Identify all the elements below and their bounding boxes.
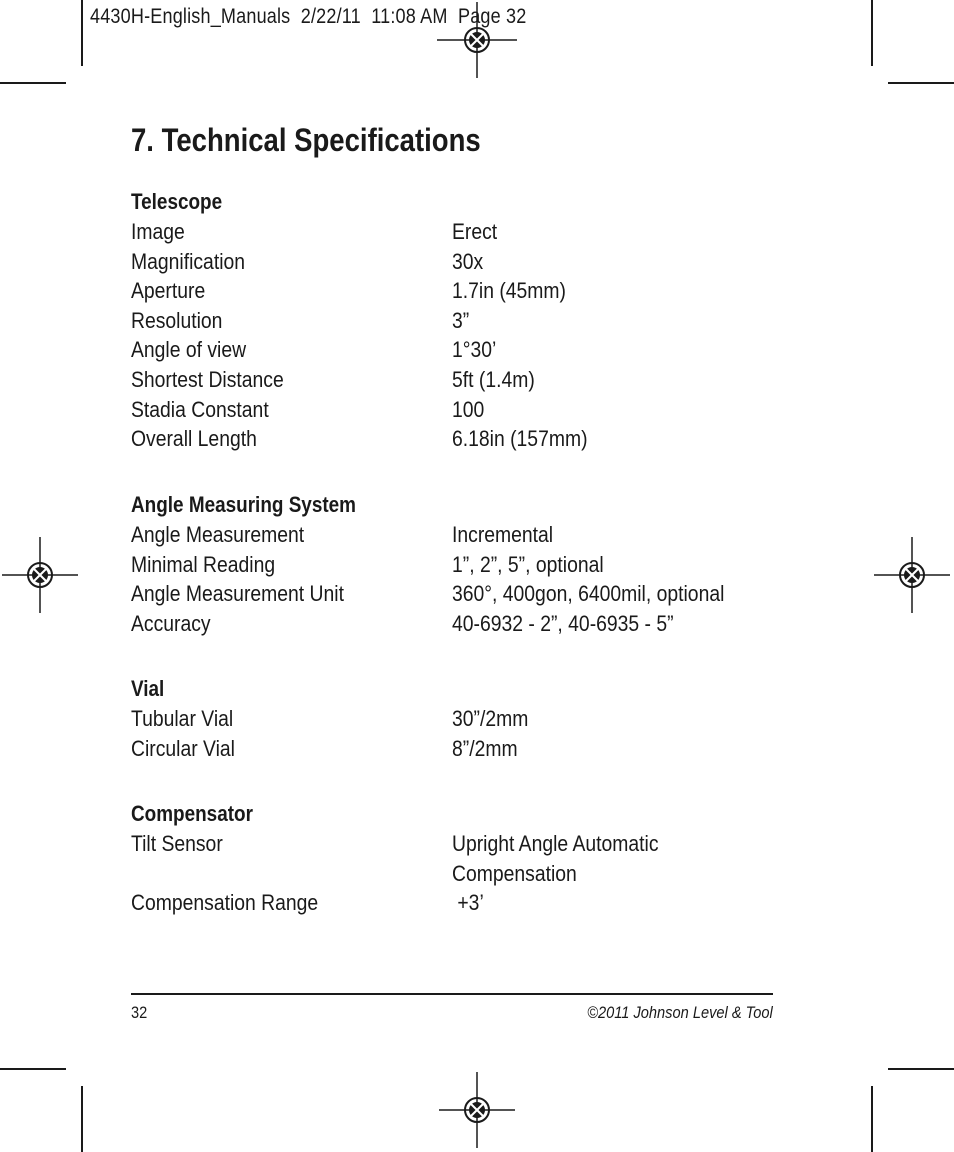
spec-row <box>131 424 791 454</box>
spec-label: Minimal Reading <box>131 551 276 577</box>
registration-mark-right-icon <box>872 535 952 615</box>
spec-row <box>131 395 791 425</box>
registration-mark-bottom-icon <box>437 1070 517 1150</box>
spec-row <box>131 829 791 888</box>
crop-mark-bottom-right-horizontal <box>888 1068 954 1070</box>
registration-mark-top-icon <box>437 0 517 80</box>
section-compensator <box>131 799 791 918</box>
spec-row <box>131 306 791 336</box>
copyright-notice: ©2011 Johnson Level & Tool <box>587 1003 773 1022</box>
crop-mark-bottom-right-vertical <box>871 1086 873 1152</box>
crop-mark-top-left-vertical <box>81 0 83 66</box>
section-heading: Telescope <box>131 189 223 214</box>
spec-row <box>131 579 791 609</box>
section-vial <box>131 674 791 763</box>
spec-value: 1°30’ <box>452 337 497 363</box>
registration-mark-left-icon <box>0 535 80 615</box>
spec-value: 8”/2mm <box>452 735 518 761</box>
spec-row <box>131 734 791 764</box>
spec-label: Stadia Constant <box>131 396 269 422</box>
crop-mark-bottom-left-vertical <box>81 1086 83 1152</box>
spec-value: 1”, 2”, 5”, optional <box>452 551 604 577</box>
spec-row <box>131 520 791 550</box>
spec-value: 3” <box>452 307 470 333</box>
section-heading: Angle Measuring System <box>131 492 357 517</box>
spec-label: Angle Measurement Unit <box>131 581 344 607</box>
spec-label: Overall Length <box>131 426 257 452</box>
spec-row <box>131 217 791 247</box>
spec-label: Tubular Vial <box>131 706 234 731</box>
spec-row <box>131 609 791 639</box>
crop-mark-top-left-horizontal <box>0 82 66 84</box>
spec-value: 360°, 400gon, 6400mil, optional <box>452 581 725 607</box>
spec-label: Tilt Sensor <box>131 831 223 856</box>
section-telescope <box>131 187 791 454</box>
spec-value: +3’ <box>452 890 484 916</box>
page-title: 7. Technical Specifications <box>131 122 481 158</box>
spec-label: Resolution <box>131 307 223 333</box>
spec-label: Shortest Distance <box>131 366 284 392</box>
spec-row <box>131 888 791 918</box>
spec-label: Aperture <box>131 278 206 304</box>
spec-label: Circular Vial <box>131 735 235 761</box>
spec-row <box>131 247 791 277</box>
spec-value: 30x <box>452 248 484 274</box>
spec-value: 5ft (1.4m) <box>452 366 535 392</box>
spec-label: Accuracy <box>131 610 211 636</box>
page-number: 32 <box>131 1003 148 1022</box>
crop-mark-top-right-horizontal <box>888 82 954 84</box>
spec-label: Magnification <box>131 248 246 274</box>
spec-label: Compensation Range <box>131 890 319 916</box>
spec-value: Erect <box>452 219 498 244</box>
spec-label: Angle of view <box>131 337 247 363</box>
spec-row <box>131 365 791 395</box>
spec-value: 40-6932 - 2”, 40-6935 - 5” <box>452 610 674 636</box>
spec-label: Image <box>131 219 185 244</box>
spec-label: Angle Measurement <box>131 522 305 547</box>
spec-row <box>131 550 791 580</box>
spec-value: 30”/2mm <box>452 706 529 731</box>
spec-row <box>131 335 791 365</box>
spec-value: Upright Angle Automatic Compensation <box>452 831 659 886</box>
print-slug-line: 4430H-English_Manuals 2/22/11 11:08 AM Page 32 <box>90 5 527 28</box>
spec-value: 6.18in (157mm) <box>452 426 588 452</box>
section-heading: Compensator <box>131 801 253 826</box>
spec-row <box>131 704 791 734</box>
crop-mark-top-right-vertical <box>871 0 873 66</box>
spec-row <box>131 276 791 306</box>
spec-value: Incremental <box>452 522 554 547</box>
spec-value: 100 <box>452 396 485 422</box>
section-angle-measuring-system <box>131 490 791 638</box>
section-heading: Vial <box>131 676 165 701</box>
crop-mark-bottom-left-horizontal <box>0 1068 66 1070</box>
footer-rule <box>131 993 773 995</box>
spec-value: 1.7in (45mm) <box>452 278 566 304</box>
